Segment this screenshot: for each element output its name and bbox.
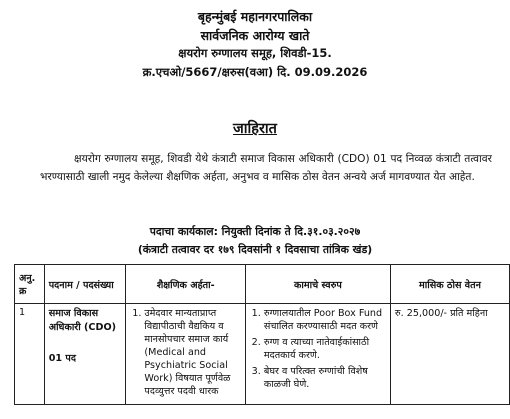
header-salary: मासिक ठोस वेतन <box>390 265 509 304</box>
contract-break-line: (कंत्राटी तत्वावर दर १७९ दिवसांनी १ दिवसाचा तांत्रिक खंड) <box>137 243 373 256</box>
intro-paragraph: क्षयरोग रुग्णालय समूह, शिवडी येथे कंत्राटी समाज विकास अधिकारी (CDO) 01 पद निव्वळ कंत्राटी तत्वावर भरण्यासाठी खाली नमुद केलेल्या शैक्षणिक अर्हता, अनुभव व मासिक ठोस वेतन अन्वये अर्ज मागवण्यात येत आहेत. <box>40 153 492 183</box>
list-item: 1. रुग्णालयातील Poor Box Fund संचालित करण्यासाठी मदत करणे <box>264 307 386 333</box>
reference-number: क्र.एचओ/5667/क्षरुस(वआ) दि. 09.09.2026 <box>142 65 368 79</box>
department-name: सार्वजनिक आरोग्य खाते <box>200 28 310 43</box>
post-title: समाज विकास अधिकारी (CDO) <box>48 308 116 333</box>
tenure-line: पदाचा कार्यकाल: नियुक्ती दिनांक ते दि.३१.०३.२०२७ <box>149 225 361 238</box>
list-item: 2. रुग्ण व त्याच्या नातेवाईकांसाठी मदतकार्य करणे. <box>264 336 386 362</box>
cell-post <box>44 304 126 405</box>
cell-qualification <box>126 304 245 405</box>
qualification-list <box>130 307 240 398</box>
post-count: 01 पद <box>48 353 76 364</box>
notice-title: जाहिरात <box>233 121 277 137</box>
cell-sr-no: 1 <box>15 304 45 405</box>
list-item: 1. उमेदवार मान्यताप्राप्त विद्यापीठाची वैद्यकिय व मानसोपचार समाज कार्य (Medical and Psychiatric Social Work) विषयात पूर्णवेळ पदव्युत्तर पदवी धारक <box>144 307 240 398</box>
header-sr-no: अनु. क्र <box>15 265 45 304</box>
table-header-row <box>15 265 510 304</box>
hospital-name: क्षयरोग रुग्णालय समूह, शिवडी-15. <box>178 46 332 60</box>
work-list <box>250 307 386 391</box>
list-item: 3. बेघर व परित्क्त रुग्णांची विशेष काळजी घेणे. <box>264 365 386 391</box>
organization-name: बृहन्मुंबई महानगरपालिका <box>197 9 313 24</box>
table-row <box>15 304 510 405</box>
header-post: पदनाम / पदसंख्या <box>44 265 126 304</box>
cell-salary: रु. 25,000/- प्रति महिना <box>390 304 509 405</box>
header-work: कामाचे स्वरुप <box>245 265 390 304</box>
cell-work <box>245 304 390 405</box>
vacancy-table <box>14 264 510 405</box>
header-qualification: शैक्षणिक अर्हता- <box>126 265 245 304</box>
